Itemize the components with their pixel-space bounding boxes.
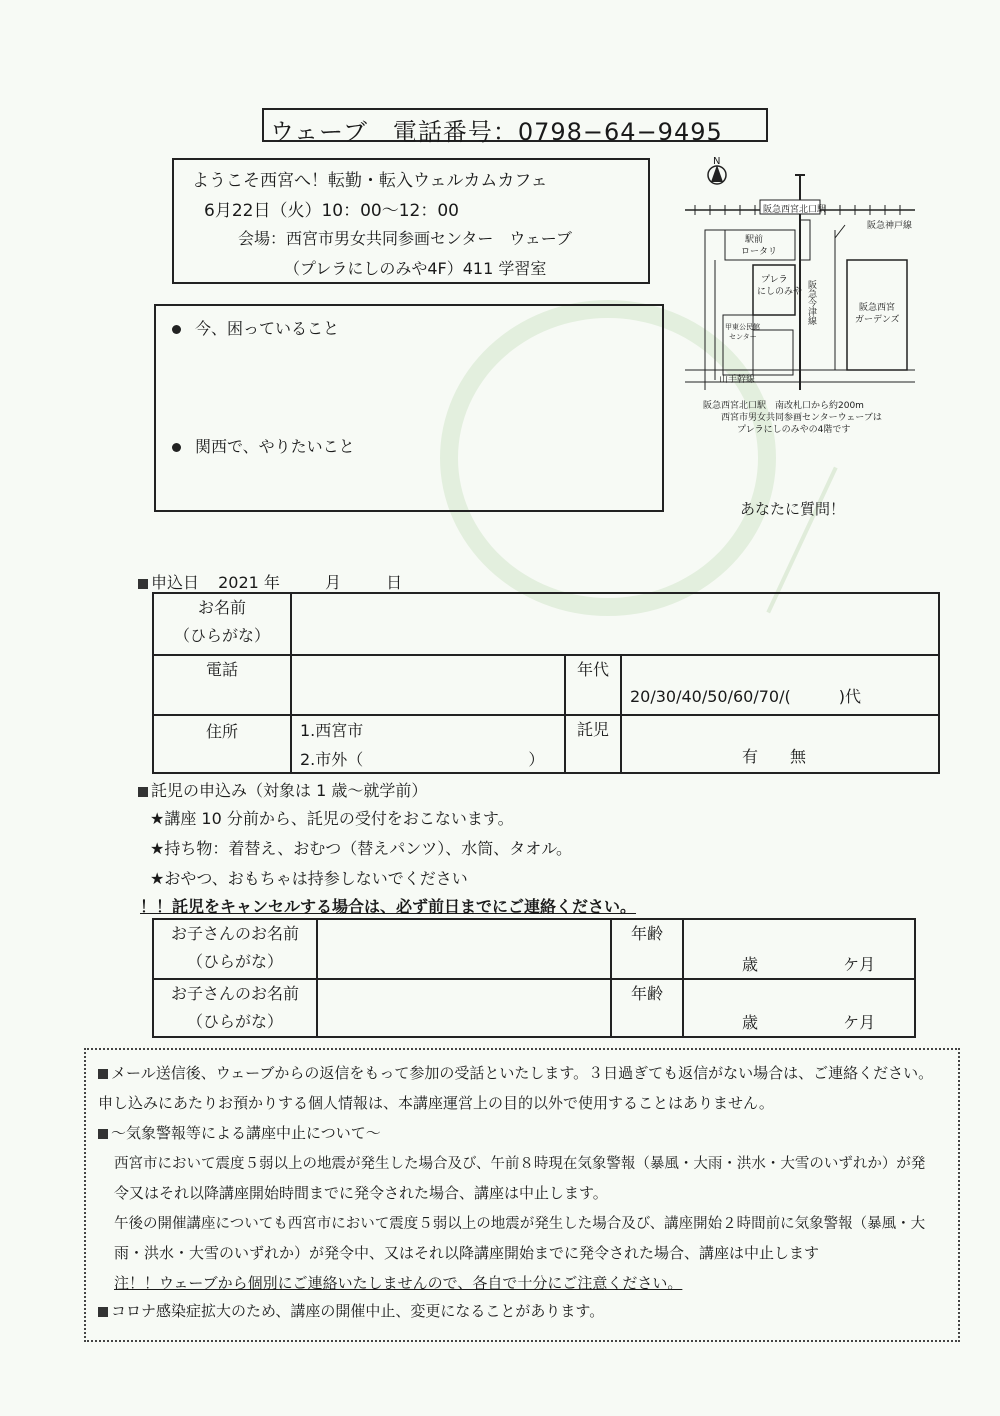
child-1-age-input[interactable] (683, 919, 915, 979)
event-datetime: 6月22日（火）10：00〜12：00 (204, 201, 459, 221)
note-6: 午後の開催講座についても西宮市において震度５弱以上の地震が発生した場合及び、講座開始２時間前に気象警報（暴風・大 (114, 1216, 926, 1232)
note-5: 令又はそれ以降講座開始時間までに発令された場合、講座は中止します。 (114, 1184, 608, 1202)
address-label: 住所 (205, 722, 238, 741)
address-option-2-end: ） (528, 750, 545, 769)
childcare-label-cell (565, 715, 621, 773)
note-3-text: 〜気象警報等による講座中止について〜 (111, 1124, 381, 1142)
childcare-item-1: ★講座 10 分前から、託児の受付をおこないます。 (150, 809, 514, 828)
childcare-label: 託児 (576, 720, 609, 739)
map-gakushu-1: 甲東公民館 (725, 323, 760, 331)
question-2 (172, 434, 355, 457)
address-option-2 (300, 747, 564, 770)
phone-label: 電話 (205, 660, 238, 679)
questions-caption: あなたに質問！ (740, 500, 846, 518)
childcare-form (152, 918, 916, 1038)
note-7: 雨・洪水・大雪のいずれか）が発令中、又はそれ以降講座開始までに発令された場合、講座は中止します (114, 1244, 820, 1262)
square-bullet-icon (98, 1307, 108, 1317)
square-bullet-icon (138, 787, 148, 797)
map-prela-2: にしのみや (757, 287, 803, 297)
child-2-age-label-cell (611, 979, 683, 1037)
note-3 (98, 1122, 381, 1143)
access-map (685, 156, 915, 440)
note-9-text: コロナ感染症拡大のため、講座の開催中止、変更になることがあります。 (111, 1302, 605, 1320)
application-date (138, 570, 402, 593)
child-2-name-input[interactable] (317, 979, 611, 1037)
child-age-label: 年齢 (630, 984, 663, 1003)
address-label-cell (153, 715, 291, 773)
bullet-icon (172, 325, 181, 334)
phone-input[interactable] (291, 655, 565, 715)
map-prela-1: プレラ (761, 275, 788, 285)
age-label: 年代 (576, 660, 609, 679)
phone-banner (262, 108, 768, 146)
name-label: お名前 (197, 598, 246, 617)
map-gardens-1: 阪急西宮 (859, 303, 896, 313)
application-form (152, 592, 940, 774)
child-age-label: 年齢 (630, 924, 663, 943)
event-title: ようこそ西宮へ！転勤・転入ウェルカムカフェ (192, 171, 548, 191)
map-north: N (713, 156, 721, 167)
name-sub-label: （ひらがな） (173, 626, 270, 645)
map-station-label: 阪急西宮北口駅 (763, 205, 827, 215)
childcare-item-2: ★持ち物：着替え、おむつ（替えパンツ）、水筒、タオル。 (150, 839, 573, 858)
question-1 (172, 316, 339, 339)
map-rotary-1: 駅前 (745, 235, 764, 245)
notes-box (84, 1048, 960, 1342)
childcare-options-text: 有 無 (742, 747, 807, 766)
map-kobe-line: 阪急神戸線 (867, 221, 913, 231)
question-2-text: 関西で、やりたいこと (195, 437, 355, 456)
child-2-age-units (684, 1010, 914, 1033)
childcare-options[interactable] (621, 715, 939, 773)
address-option-1: 1.西宮市 (300, 721, 364, 740)
square-bullet-icon (98, 1129, 108, 1139)
map-caption-1: 阪急西宮北口駅 南改札口から約200m (703, 401, 864, 411)
event-venue: 会場：西宮市男女共同参画センター ウェーブ (238, 229, 572, 248)
square-bullet-icon (98, 1069, 108, 1079)
child-1-name-input[interactable] (317, 919, 611, 979)
phone-label-cell (153, 655, 291, 715)
age-options-text: 20/30/40/50/60/70/( )代 (630, 687, 861, 706)
child-name-label: お子さんのお名前 (170, 984, 299, 1003)
childcare-item-3: ★おやつ、おもちゃは持参しないでください (150, 869, 468, 888)
child-1-name-label-cell (153, 919, 317, 979)
childcare-heading-text: 託児の申込み（対象は 1 歳〜就学前） (151, 781, 428, 800)
date-month: 月 (325, 573, 342, 592)
age-options[interactable] (621, 655, 939, 715)
name-input[interactable] (291, 593, 939, 655)
map-caption-2: 西宮市男女共同参画センターウェーブは (721, 413, 882, 423)
note-1 (98, 1062, 933, 1083)
age-label-cell (565, 655, 621, 715)
child-2-age-input[interactable] (683, 979, 915, 1037)
age-years-unit: 歳 (742, 955, 759, 974)
address-option-2-text: 2.市外（ (300, 750, 364, 769)
date-year: 2021 年 (218, 573, 280, 592)
bullet-icon (172, 443, 181, 452)
name-label-cell (153, 593, 291, 655)
age-months-unit: ケ月 (843, 1013, 876, 1032)
child-name-sub-label: （ひらがな） (186, 1012, 283, 1031)
event-info-box (172, 158, 650, 284)
note-9 (98, 1300, 604, 1321)
child-2-name-label-cell (153, 979, 317, 1037)
age-years-unit: 歳 (742, 1013, 759, 1032)
note-1-text: メール送信後、ウェーブからの返信をもって参加の受話といたします。３日過ぎても返信がない場合は、ご連絡ください。 (111, 1064, 934, 1082)
address-input[interactable] (291, 715, 565, 773)
question-1-text: 今、困っていること (195, 319, 340, 338)
date-label: 申込日 (151, 573, 200, 592)
cancel-note: ！！託児をキャンセルする場合は、必ず前日までにご連絡ください。 (140, 897, 637, 916)
child-name-label: お子さんのお名前 (170, 924, 299, 943)
square-bullet-icon (138, 579, 148, 589)
map-yamate: 山手幹線 (719, 375, 756, 385)
map-imazu-line: 阪急今津線 (806, 280, 816, 325)
child-1-age-units (684, 952, 914, 975)
child-1-age-label-cell (611, 919, 683, 979)
map-rotary-2: ロータリ (741, 247, 778, 257)
age-months-unit: ケ月 (843, 955, 876, 974)
map-gardens-2: ガーデンズ (855, 315, 900, 325)
event-venue-detail: （プレラにしのみや4F）411 学習室 (284, 259, 547, 278)
childcare-heading (138, 778, 427, 801)
phone-number: ウェーブ 電話番号：0798−64−9495 (270, 118, 723, 146)
map-gakushu-2: センター (729, 333, 757, 341)
child-name-sub-label: （ひらがな） (186, 952, 283, 971)
note-2: 申し込みにあたりお預かりする個人情報は、本講座運営上の目的以外で使用することはありません。 (98, 1094, 774, 1112)
note-8: 注！！ウェーブから個別にご連絡いたしませんので、各自で十分にご注意ください。 (114, 1274, 683, 1292)
note-4: 西宮市において震度５弱以上の地震が発生した場合及び、午前８時現在気象警報（暴風・大雨・洪水・大雪のいずれか）が発 (114, 1156, 926, 1172)
questions-box (154, 304, 664, 512)
date-day: 日 (386, 573, 403, 592)
map-caption-3: プレラにしのみやの4階です (737, 425, 851, 435)
